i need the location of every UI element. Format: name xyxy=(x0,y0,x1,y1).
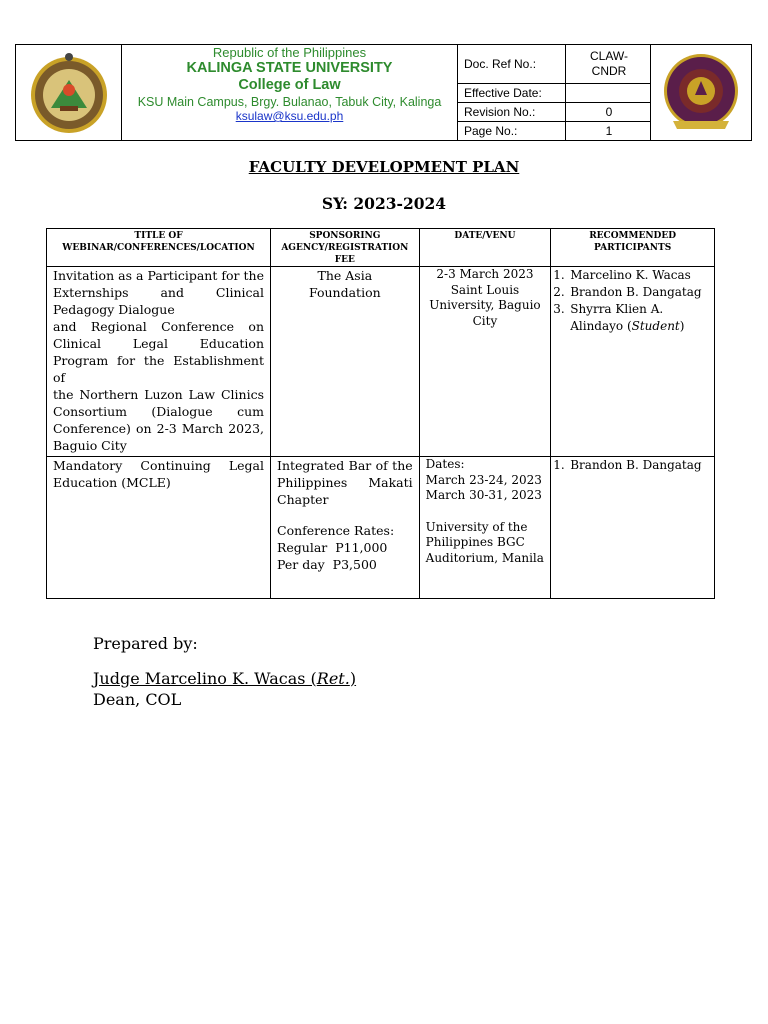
meta-label: Doc. Ref No.: xyxy=(458,45,566,84)
event-title-line: and Regional Conference on Clinical Legal Education Program for the Establishment of xyxy=(53,319,264,385)
rate-per-day: Per day P3,500 xyxy=(277,557,377,572)
participant-number: 2. xyxy=(553,285,565,299)
document-header xyxy=(15,44,752,141)
participant-name: Brandon B. Dangatag xyxy=(570,458,702,472)
event-date: 2-3 March 2023 xyxy=(436,267,534,281)
kalinga-state-university-seal-icon xyxy=(26,50,112,136)
campus-address: KSU Main Campus, Brgy. Bulanao, Tabuk City, Kalinga xyxy=(137,95,442,109)
name-close: ) xyxy=(349,669,357,688)
header-date: DATE/VENU xyxy=(419,229,551,267)
table-header-row xyxy=(47,229,715,267)
participants xyxy=(551,267,715,457)
event-title-line: Invitation as a Participant for the Externships and Clinical Pedagogy Dialogue xyxy=(53,268,264,317)
meta-label: Page No.: xyxy=(458,122,566,140)
participant-list xyxy=(553,457,708,474)
university-name: KALINGA STATE UNIVERSITY xyxy=(186,60,393,76)
participant-number: 1. xyxy=(553,268,565,282)
dates-label: Dates: xyxy=(425,457,465,471)
meta-value: 0 xyxy=(566,103,651,122)
participants xyxy=(551,457,715,599)
participant-note-close: ) xyxy=(679,319,685,333)
meta-label: Revision No.: xyxy=(458,103,566,122)
meta-row-page xyxy=(458,122,650,140)
date-venue xyxy=(419,457,551,599)
participant-name: Marcelino K. Wacas xyxy=(570,268,691,282)
signatory-position: Dean, COL xyxy=(93,690,182,709)
participant-list xyxy=(553,267,708,335)
participant-note: Student xyxy=(631,319,680,333)
college-seal-container xyxy=(651,45,751,140)
list-item xyxy=(553,267,708,284)
meta-row-revision xyxy=(458,103,650,122)
event-title xyxy=(47,267,271,457)
college-of-law-seal-icon xyxy=(659,51,743,135)
meta-label: Effective Date: xyxy=(458,84,566,103)
meta-value xyxy=(566,45,651,84)
participant-name: Brandon B. Dangatag xyxy=(570,285,702,299)
faculty-development-table xyxy=(46,228,715,599)
header-sponsor: SPONSORING AGENCY/REGISTRATION FEE xyxy=(271,229,420,267)
document-meta xyxy=(458,45,651,140)
meta-value xyxy=(566,84,651,103)
prepared-by-label: Prepared by: xyxy=(93,634,198,653)
list-item xyxy=(553,457,708,474)
table-row xyxy=(47,267,715,457)
spacer xyxy=(426,504,545,520)
event-title-text: Mandatory Continuing Legal Education (MCLE) xyxy=(53,458,264,490)
participant-number: 3. xyxy=(553,302,565,316)
sponsor-text: The Asia Foundation xyxy=(308,268,381,300)
sponsor-text: Integrated Bar of the Philippines Makati Chapter xyxy=(277,458,413,507)
name-main: Judge Marcelino K. Wacas ( xyxy=(93,669,317,688)
event-venue: Saint Louis University, Baguio City xyxy=(429,282,541,328)
signatory-name xyxy=(93,669,356,689)
event-title-line: the Northern Luzon Law Clinics Consortium (Dialogue cum Conference) on 2-3 March 2023, Baguio City xyxy=(53,387,264,453)
sponsor xyxy=(271,457,420,599)
meta-row-effective-date xyxy=(458,84,650,103)
spacer xyxy=(277,508,413,522)
participant-name: Shyrra Klien A. Alindayo ( xyxy=(570,302,664,333)
college-name: College of Law xyxy=(238,77,341,93)
header-participants: RECOMMENDED PARTICIPANTS xyxy=(551,229,715,267)
republic-text: Republic of the Philippines xyxy=(212,45,367,60)
sponsor xyxy=(271,267,420,457)
event-date: March 30-31, 2023 xyxy=(425,488,542,502)
meta-value: 1 xyxy=(605,124,613,139)
event-date: March 23-24, 2023 xyxy=(425,472,542,487)
participant-number: 1. xyxy=(553,458,565,472)
university-info xyxy=(122,45,458,140)
table-row xyxy=(47,457,715,599)
event-title xyxy=(47,457,271,599)
date-venue xyxy=(419,267,551,457)
school-year: SY: 2023-2024 xyxy=(321,194,447,213)
rates-label: Conference Rates: xyxy=(277,523,395,538)
document-title: FACULTY DEVELOPMENT PLAN xyxy=(248,158,520,176)
rate-regular: Regular P11,000 xyxy=(277,540,388,555)
university-seal-container xyxy=(16,45,122,140)
email-link[interactable]: ksulaw@ksu.edu.ph xyxy=(235,109,344,123)
list-item xyxy=(553,301,708,335)
list-item xyxy=(553,284,708,301)
name-suffix: Ret. xyxy=(316,669,350,688)
header-title: TITLE OF WEBINAR/CONFERENCES/LOCATION xyxy=(47,229,271,267)
doc-ref-value: CLAW- CNDR xyxy=(589,49,628,79)
meta-row-doc-ref xyxy=(458,45,650,84)
event-venue: University of the Philippines BGC Auditorium, Manila xyxy=(425,519,544,565)
signatory-name-text xyxy=(93,669,356,688)
